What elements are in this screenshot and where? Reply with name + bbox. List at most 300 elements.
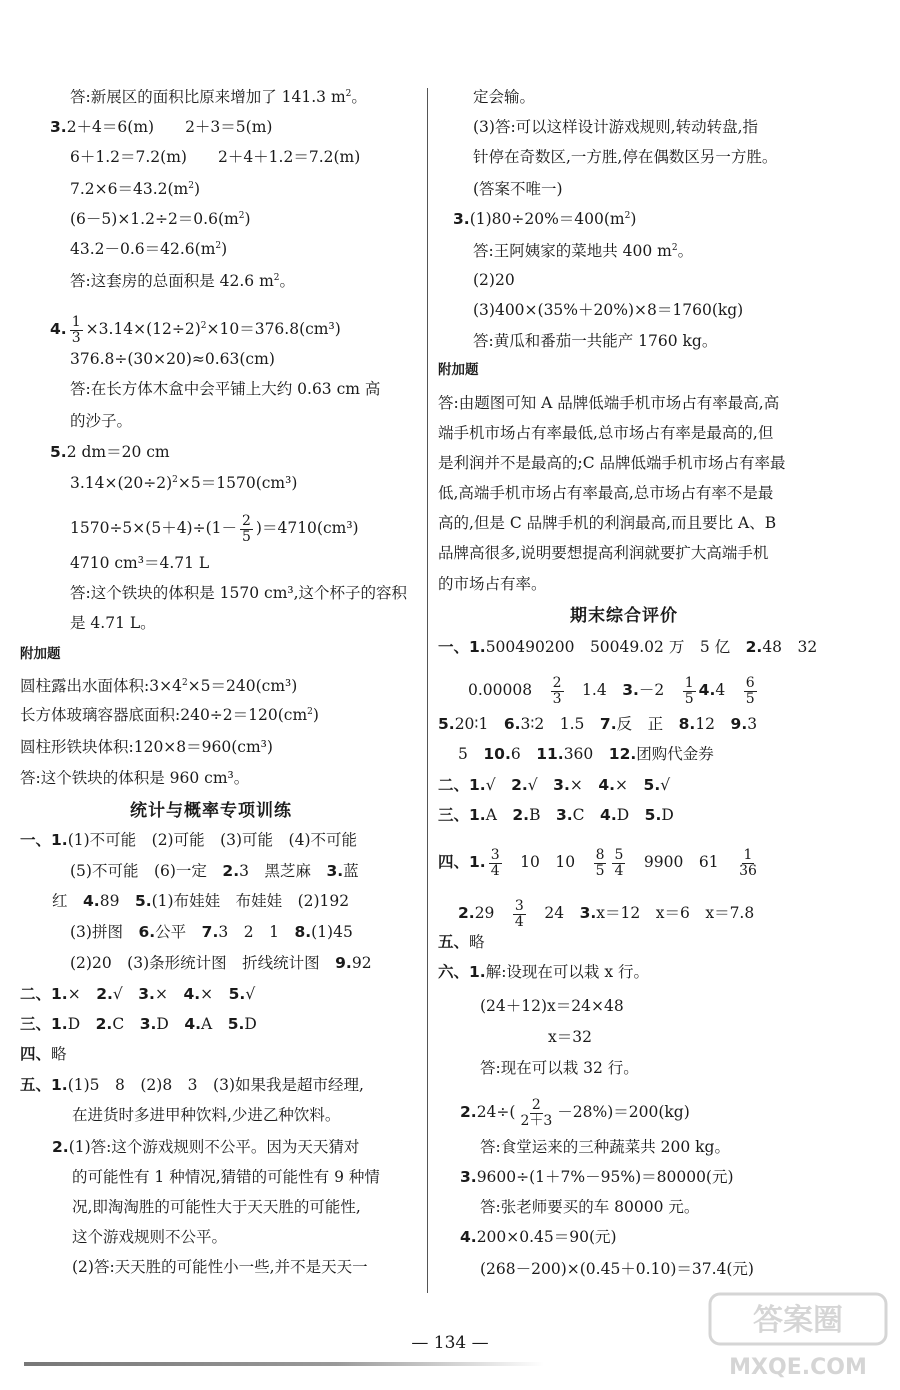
answer-text: 端手机市场占有率最低,总市场占有率是最高的,但 [438,424,774,442]
section-heading: 附加题 [438,362,479,378]
answer-text: x＝32 [548,1028,592,1046]
answer-line [548,1030,592,1046]
fraction-denominator: 5 [684,690,694,707]
answer-text: 圆柱露出水面体积:3×4 [20,677,182,696]
answer-text: 9900 61 [628,853,735,872]
answer-text: 红 [52,892,84,910]
answer-line [70,382,380,398]
item-number: 4. [600,806,617,824]
answer-text: 是 4.71 L。 [70,614,156,632]
item-number: 2. [95,1015,113,1033]
watermark-top: 答案圈 [753,1303,843,1338]
answer-line [438,577,547,593]
answer-line [460,1098,690,1128]
answer-text: 的市场占有率。 [438,575,547,593]
answer-line [70,616,156,632]
answer-text: (2)20 [473,271,515,289]
answer-line [72,1170,380,1186]
fraction-denominator: 4 [514,913,524,930]
answer-text: ) [221,240,228,259]
answer-text: (5)不可能 (6)一定 [70,862,223,880]
answer-line [50,120,272,136]
answer-text: 7.2×6＝43.2(m [70,180,189,199]
answer-text: 的可能性有 1 种情况,猜错的可能性有 9 种情 [72,1168,380,1186]
fraction-numerator: 3 [514,898,524,914]
answer-text: 高的,但是 C 品牌手机的利润最高,而且要比 A、B [438,514,777,532]
fraction-numerator: 1 [71,314,81,330]
answer-line [438,808,674,824]
superscript: 2 [215,241,222,251]
answer-text: 定会输。 [473,88,536,106]
answer-text: x＝12 x＝6 x＝7.8 [596,904,755,923]
answer-line [480,999,624,1015]
answer-line [438,486,773,502]
fraction-denominator: 5 [745,690,755,707]
answer-text: 3 [747,715,758,733]
item-number: 7. [201,923,219,941]
fraction [737,848,759,878]
item-number: 五、1. [20,1076,68,1094]
answer-line [460,1230,617,1246]
item-number: 3. [553,776,570,794]
section-title: 统计与概率专项训练 [130,801,292,821]
answer-line [473,273,515,289]
answer-line [438,456,786,472]
answer-text: C [572,806,601,824]
answer-line [458,899,754,929]
item-number: 3. [453,210,470,229]
answer-text: 低,高端手机市场占有率最高,总市场占有率不是最 [438,484,774,502]
answer-text: －28%)＝200(kg) [557,1103,690,1122]
item-number: 4. [83,892,100,910]
item-number: 2. [96,985,113,1003]
item-number: 5. [227,1015,245,1033]
answer-text: 团购代金券 [636,745,714,763]
answer-line [70,90,367,106]
answer-text: 。 [279,272,296,291]
fraction-denominator: 2＋3 [520,1112,553,1129]
item-number: 3. [555,806,573,824]
answer-text: 答:张老师要买的车 80000 元。 [480,1198,700,1216]
answer-text: ) [312,706,319,725]
superscript: 2 [345,89,352,99]
answer-text: 的沙子。 [70,412,133,430]
answer-text: (6－5)×1.2÷2＝0.6(m [70,210,239,229]
superscript: 2 [172,475,178,485]
item-number: 10. [483,745,511,763]
answer-line [438,546,768,562]
fraction-numerator: 6 [745,675,755,691]
superscript: 2 [188,181,194,191]
answer-text: ×3.14×(12÷2) [85,320,201,339]
item-number: 8. [294,923,312,941]
fraction-denominator: 36 [739,862,757,879]
fraction-numerator: 8 [595,847,605,863]
answer-text: 是利润并不是最高的;C 品牌低端手机市场占有率最 [438,454,786,472]
item-number: 四、1. [438,853,486,872]
answer-text: 2 dm＝20 cm [66,443,170,461]
section-title: 期末综合评价 [570,606,678,626]
answer-text: 3∶2 1.5 [520,715,600,733]
answer-text: (268－200)×(0.45＋0.10)＝37.4(元) [480,1260,754,1278]
item-number: 2. [745,638,763,656]
answer-text: 3.14×(20÷2) [70,474,173,493]
answer-line [453,212,636,228]
column-divider [427,88,428,1293]
answer-text: 24 [528,904,580,923]
answer-line [20,1078,364,1094]
answer-line [70,182,200,198]
answer-text: (1)80÷20%＝400(m [469,210,625,229]
superscript: 2 [671,243,678,253]
item-number: 4. [184,1015,201,1033]
answer-text: D [156,1015,185,1033]
answer-line [438,778,670,794]
answer-text: ×5＝1570(cm³) [177,474,298,493]
answer-line [70,586,407,602]
answer-text: 在进货时多进甲种饮料,少进乙种饮料。 [72,1106,341,1124]
answer-text: 43.2－0.6＝42.6(m [70,240,216,259]
answer-line [438,396,779,412]
answer-text: 500490200 50049.02 万 5 亿 [485,638,746,656]
fraction-denominator: 5 [595,862,605,879]
item-number: 3. [622,681,639,700]
watermark-logo [708,1292,888,1382]
answer-text: 圆柱形铁块体积:120×8＝960(cm³) [20,738,273,756]
answer-line [473,334,717,350]
answer-text: A [485,806,513,824]
answer-text: (1)不可能 (2)可能 (3)可能 (4)不可能 [67,831,358,849]
item-number: 五、 [438,933,470,951]
answer-text: D [616,806,645,824]
answer-line [473,150,777,166]
answer-text: )＝4710(cm³) [255,519,359,538]
item-number: 4. [50,320,67,339]
answer-line [70,864,359,880]
answer-text: √ [660,776,671,794]
answer-text: 3 2 1 [218,923,295,941]
fraction-numerator: 2 [531,1097,541,1113]
superscript: 2 [307,707,313,717]
answer-text: (1)5 8 (2)8 3 (3)如果我是超市经理, [67,1076,364,1094]
fraction-numerator: 2 [242,513,251,529]
item-number: 4. [698,681,716,700]
answer-text: 这个游戏规则不公平。 [72,1228,228,1246]
answer-text: －2 [638,681,680,700]
item-number: 二、1. [20,985,68,1003]
answer-text: 4 [715,681,741,700]
answer-text: 89 [99,892,135,910]
answer-line [438,717,757,733]
answer-text: 品牌高很多,说明要想提高利润就要扩大高端手机 [438,544,769,562]
answer-text: 略 [469,933,485,951]
item-number: 2. [511,776,528,794]
fraction-numerator: 2 [552,675,562,691]
answer-text: 答:由题图可知 A 品牌低端手机市场占有率最高,高 [438,394,780,412]
answer-line [458,747,714,763]
answer-text: 答:食堂运来的三种蔬菜共 200 kg。 [480,1138,730,1156]
answer-line [50,445,170,461]
item-number: 9. [335,954,352,972]
answer-line [438,935,485,951]
answer-line [438,848,762,878]
answer-line [70,925,353,941]
item-number: 一、1. [438,638,486,656]
answer-text: × [615,776,644,794]
item-number: 4. [460,1228,477,1246]
fraction [518,1098,554,1128]
answer-line [20,708,319,724]
answer-line [20,1017,257,1033]
answer-text: C [112,1015,140,1033]
answer-text: (1)45 [311,923,353,941]
superscript: 2 [238,211,245,221]
answer-text: 答:在长方体木盒中会平铺上大约 0.63 cm 高 [70,380,381,398]
fraction-numerator: 5 [614,847,624,863]
watermark-bottom: MXQE.COM [729,1355,867,1380]
answer-line [70,150,360,166]
fraction-denominator: 4 [490,862,500,879]
fraction [683,676,696,706]
item-number: 三、1. [20,1015,68,1033]
answer-line [70,956,372,972]
section-heading: 附加题 [20,646,61,662]
answer-line [468,676,760,706]
answer-text: (24＋12)x＝24×48 [480,997,624,1015]
item-number: 2. [222,862,240,880]
answer-line [480,1200,699,1216]
answer-text: 360 [563,745,609,763]
answer-line [20,679,297,695]
answer-text: ) [630,210,637,229]
answer-text: ×10＝376.8(cm³) [206,320,341,339]
item-number: 六、1. [438,963,486,981]
fraction-numerator: 3 [490,847,500,863]
fraction [551,676,564,706]
answer-line [480,1262,754,1278]
answer-text: √ [245,985,256,1003]
answer-text: 29 [474,904,510,923]
answer-text: ×5＝240(cm³) [187,677,298,696]
answer-line [70,476,297,492]
item-number: 3. [138,985,155,1003]
item-number: 6. [503,715,521,733]
superscript: 2 [273,273,280,283]
answer-line [72,1200,361,1216]
item-number: 3. [326,862,344,880]
fraction [612,848,625,878]
page-number: — 134 — [411,1333,489,1353]
answer-text: 答:这个铁块的体积是 960 cm³。 [20,769,250,787]
item-number: 4. [598,776,616,794]
fraction-numerator: 1 [743,847,753,863]
answer-text: 蓝 [343,862,359,880]
bottom-rule [24,1362,544,1366]
answer-line [70,556,209,572]
item-number: 2. [512,806,530,824]
answer-text: 48 32 [762,638,818,656]
answer-line [70,242,227,258]
answer-text: √ [485,776,512,794]
answer-text: 200×0.45＝90(元) [476,1228,617,1246]
answer-line [438,516,776,532]
fraction [70,315,83,345]
answer-text: 4710 cm³＝4.71 L [70,554,210,572]
answer-text: (3)拼图 [70,923,139,941]
item-number: 12. [608,745,637,763]
answer-text: 公平 [155,923,202,941]
fraction-denominator: 5 [242,528,251,545]
item-number: 二、1. [438,776,486,794]
fraction-denominator: 3 [71,329,81,346]
answer-line [20,987,255,1003]
item-number: 三、1. [438,806,486,824]
answer-text: 12 [695,715,731,733]
answer-text: 。 [677,242,694,261]
answer-text: (2)答:天天胜的可能性小一些,并不是天天一 [72,1258,368,1276]
answer-line [473,182,563,198]
answer-text: 略 [51,1045,67,1063]
answer-text: (答案不唯一) [473,180,563,198]
item-number: 5. [50,443,67,461]
answer-text: B [529,806,556,824]
answer-text: 况,即淘淘胜的可能性大于天天胜的可能性, [72,1198,361,1216]
answer-text: 长方体玻璃容器底面积:240÷2＝120(cm [20,706,308,725]
answer-text: √ [112,985,139,1003]
fraction-numerator: 1 [684,675,694,691]
item-number: 5. [438,715,455,733]
item-number: 9. [730,715,748,733]
answer-line [438,965,649,981]
item-number: 2. [458,904,475,923]
item-number: 4. [183,985,201,1003]
answer-line [70,352,275,368]
answer-text: 答:现在可以栽 32 行。 [480,1059,639,1077]
answer-text: × [67,985,97,1003]
answer-text: D [661,806,674,824]
item-number: 2. [460,1103,477,1122]
fraction [744,676,757,706]
item-number: 3. [579,904,597,923]
item-number: 5. [228,985,246,1003]
fraction [513,899,526,929]
answer-line [72,1108,340,1124]
item-number: 四、 [20,1045,52,1063]
answer-text: 24÷( [476,1103,516,1122]
answer-text: × [200,985,229,1003]
answer-line [70,274,295,290]
answer-line [70,212,251,228]
answer-text: (3)答:可以这样设计游戏规则,转动转盘,指 [473,118,759,136]
answer-text: ) [194,180,201,199]
answer-text: 3 黑芝麻 [239,862,327,880]
answer-text: 92 [351,954,372,972]
answer-text: 1.4 [566,681,623,700]
answer-text: 答:王阿姨家的菜地共 400 m [473,242,672,261]
answer-text: 9600÷(1＋7%－95%)＝80000(元) [476,1168,734,1186]
item-number: 7. [599,715,617,733]
superscript: 2 [181,678,188,688]
answer-line [20,833,357,849]
answer-line [20,740,273,756]
answer-line [473,303,743,319]
answer-text: 针停在奇数区,一方胜,停在偶数区另一方胜。 [473,148,778,166]
answer-line [473,120,758,136]
answer-line [52,894,349,910]
answer-line [50,315,341,345]
answer-text: 10 10 [504,853,591,872]
answer-line [480,1061,639,1077]
fraction [594,848,607,878]
answer-text: 5 [458,745,484,763]
answer-line [70,514,359,544]
answer-text: × [154,985,184,1003]
answer-line [72,1260,368,1276]
item-number: 2. [52,1138,69,1156]
fraction-denominator: 3 [552,690,562,707]
answer-text: 答:新展区的面积比原来增加了 141.3 m [70,88,346,107]
fraction-denominator: 4 [614,862,624,879]
fraction [489,848,502,878]
answer-text: 0.00008 [468,681,548,700]
item-number: 3. [139,1015,157,1033]
answer-line [438,640,817,656]
item-number: 3. [50,118,67,136]
answer-line [438,426,773,442]
fraction [240,514,253,544]
item-number: 5. [134,892,152,910]
answer-text: 解:设现在可以栽 x 行。 [485,963,650,981]
answer-text: 答:这个铁块的体积是 1570 cm³,这个杯子的容积 [70,584,408,602]
answer-text: 20∶1 [454,715,504,733]
answer-line [20,771,249,787]
item-number: 一、1. [20,831,68,849]
item-number: 5. [643,776,661,794]
answer-text: 1570÷5×(5＋4)÷(1－ [70,519,237,538]
answer-line [52,1140,359,1156]
item-number: 3. [460,1168,477,1186]
answer-text: 答:这套房的总面积是 42.6 m [70,272,274,291]
answer-text: 376.8÷(30×20)≈0.63(cm) [70,350,275,368]
answer-line [20,1047,67,1063]
item-number: 5. [644,806,662,824]
answer-text: (2)20 (3)条形统计图 折线统计图 [70,954,336,972]
answer-text: ) [244,210,251,229]
answer-text: 答:黄瓜和番茄一共能产 1760 kg。 [473,332,718,350]
answer-line [460,1170,734,1186]
superscript: 2 [200,321,207,332]
answer-text: 。 [351,88,367,107]
answer-text: 反 正 [616,715,679,733]
answer-text: 6＋1.2＝7.2(m) 2＋4＋1.2＝7.2(m) [70,148,361,166]
answer-text: √ [527,776,554,794]
answer-text: A [201,1015,228,1033]
answer-line [70,414,132,430]
answer-text: (3)400×(35%＋20%)×8＝1760(kg) [473,301,744,319]
answer-line [72,1230,227,1246]
superscript: 2 [624,211,631,221]
answer-text: (1)答:这个游戏规则不公平。因为天天猜对 [68,1138,360,1156]
item-number: 6. [138,923,156,941]
answer-line [480,1140,730,1156]
answer-text: × [569,776,599,794]
answer-text: D [244,1015,257,1033]
answer-text: (1)布娃娃 布娃娃 (2)192 [151,892,350,910]
answer-text: 6 [510,745,537,763]
item-number: 11. [536,745,564,763]
answer-text: 2＋4＝6(m) 2＋3＝5(m) [66,118,273,136]
answer-line [473,90,535,106]
